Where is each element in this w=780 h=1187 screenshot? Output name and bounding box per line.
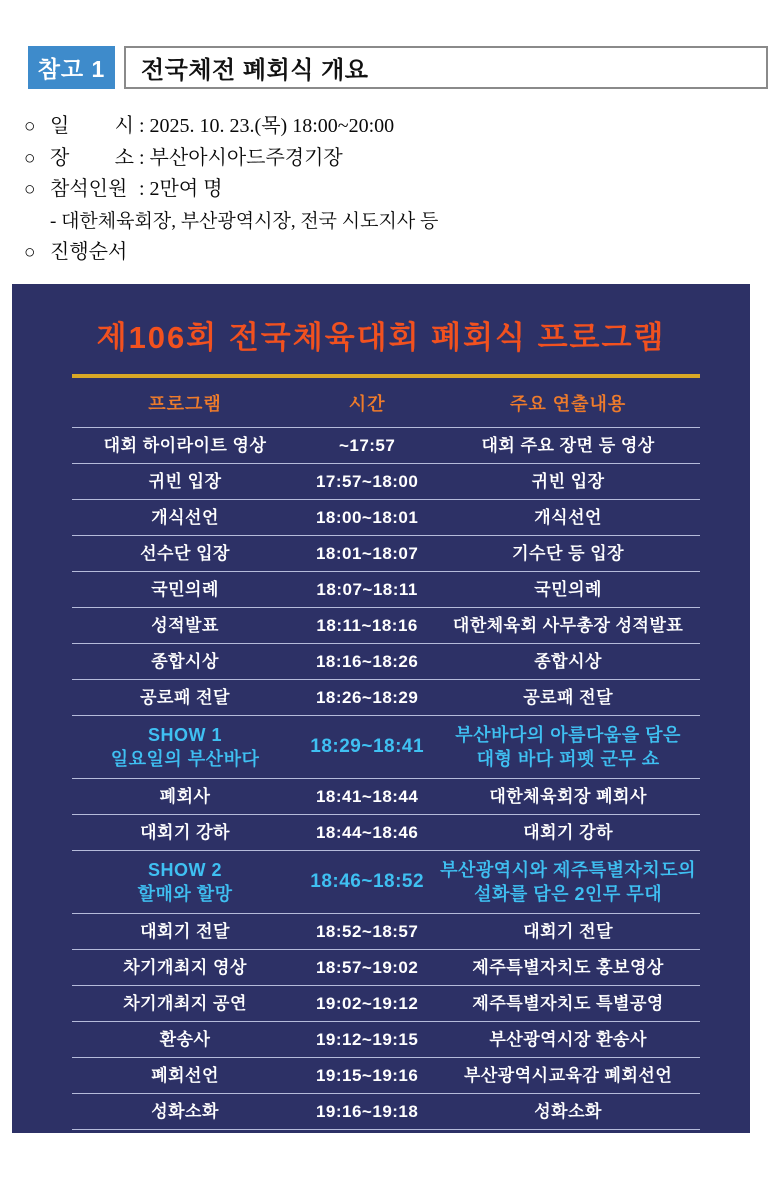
program-row <box>72 778 700 814</box>
program-cell-name: 종합시상 <box>151 651 219 671</box>
program-row <box>72 715 700 778</box>
overview-item-label: 일 시 <box>50 115 134 137</box>
program-cell-desc: 대회기 전달 <box>523 921 614 941</box>
program-cell-time: 17:57~18:00 <box>315 471 419 491</box>
program-table <box>72 374 700 1171</box>
program-row <box>72 949 700 985</box>
program-cell-name: SHOW 2 할매와 할망 <box>137 859 233 904</box>
program-cell-name: SHOW 1 일요일의 부산바다 <box>110 724 260 769</box>
program-row <box>72 1021 700 1057</box>
overview-item <box>24 111 768 143</box>
program-cell-time: ~17:57 <box>338 435 396 455</box>
program-row <box>72 571 700 607</box>
program-cell-name: 성적발표 <box>151 615 219 635</box>
program-row <box>72 679 700 715</box>
program-cell-time: 18:41~18:44 <box>315 786 419 806</box>
program-row <box>72 1057 700 1093</box>
table-body <box>72 427 700 1165</box>
bullet-marker: ○ <box>24 242 36 263</box>
program-panel <box>12 284 750 1157</box>
program-cell-desc: 제주특별자치도 특별공영 <box>472 993 664 1013</box>
program-row <box>72 463 700 499</box>
program-cell-name: 대회기 전달 <box>140 921 230 941</box>
program-cell-time: 18:44~18:46 <box>315 822 419 842</box>
program-cell-time: 18:07~18:11 <box>316 579 418 599</box>
program-cell-desc: 국민의례 <box>534 579 602 599</box>
program-cell-desc: 부산광역시와 제주특별자치도의 설화를 담은 2인무 무대 <box>440 859 697 904</box>
program-row <box>72 1093 700 1129</box>
table-header-row <box>72 378 700 427</box>
program-cell-desc: 공로패 전달 <box>523 687 614 707</box>
column-header-time: 시간 <box>348 393 386 414</box>
overview-item <box>24 237 768 269</box>
program-row <box>72 850 700 913</box>
program-row <box>72 427 700 463</box>
program-cell-time: 19:16~19:18 <box>315 1101 419 1121</box>
program-row <box>72 499 700 535</box>
program-cell-name: 개식선언 <box>151 507 219 527</box>
bullet-marker: ○ <box>24 179 36 200</box>
program-cell-time: 19:15~19:16 <box>315 1065 419 1085</box>
program-cell-desc: 부산바다의 아름다움을 담은 대형 바다 퍼펫 군무 쇼 <box>455 724 681 769</box>
program-cell-time: 18:16~18:26 <box>315 651 419 671</box>
program-cell-desc: 개식선언 <box>534 507 602 527</box>
program-cell-time: 18:46~18:52 <box>310 870 425 892</box>
program-cell-time: 18:11~18:16 <box>316 615 418 635</box>
program-cell-desc: 귀빈 입장 <box>531 471 605 491</box>
program-cell-name: 폐회사 <box>159 786 211 806</box>
overview-item-value: : 부산아시아드주경기장 <box>134 146 343 169</box>
bullet-marker: ○ <box>24 147 36 169</box>
program-cell-time: 19:02~19:12 <box>315 993 419 1013</box>
program-cell-time: 18:01~18:07 <box>315 543 419 563</box>
program-cell-desc: 대회 주요 장면 등 영상 <box>481 435 655 455</box>
program-cell-time: 18:52~18:57 <box>315 921 419 941</box>
page-title: 전국체전 폐회식 개요 <box>124 46 768 89</box>
program-row <box>72 607 700 643</box>
reference-badge: 참고 1 <box>28 46 115 89</box>
overview-item <box>24 143 768 175</box>
overview-sub-item: - 대한체육회장, 부산광역시장, 전국 시도지사 등 <box>50 210 439 232</box>
program-cell-desc: 성화소화 <box>534 1101 602 1121</box>
program-row <box>72 814 700 850</box>
program-row <box>72 643 700 679</box>
program-cell-time: 18:26~18:29 <box>315 687 419 707</box>
program-cell-name: 폐회선언 <box>151 1065 219 1085</box>
overview-item-label: 진행순서 <box>50 241 128 263</box>
program-cell-name: 대회기 강하 <box>140 822 230 842</box>
program-cell-time: 18:00~18:01 <box>315 507 419 527</box>
overview-item-label: 참석인원 <box>50 178 128 200</box>
program-cell-name: 환송사 <box>159 1029 211 1049</box>
program-cell-desc: 기수단 등 입장 <box>512 543 625 563</box>
program-row <box>72 1129 700 1165</box>
program-cell-desc: 대한체육회 사무총장 성적발표 <box>452 615 684 635</box>
program-cell-name: 귀빈 입장 <box>148 471 222 491</box>
program-title: 제106회 전국체육대회 폐회식 프로그램 <box>96 319 666 355</box>
table-bottom-rule <box>72 1167 700 1171</box>
overview-item-label: 장 소 <box>50 146 134 169</box>
document-header <box>28 46 768 89</box>
overview-item-value: : 2025. 10. 23.(목) 18:00~20:00 <box>134 115 395 137</box>
program-cell-desc: 부산광역시장 환송사 <box>489 1029 647 1049</box>
program-cell-name: 국민의례 <box>151 579 219 599</box>
program-cell-desc: 부산광역시교육감 폐회선언 <box>463 1065 673 1085</box>
program-cell-name: 성화소화 <box>151 1101 219 1121</box>
program-cell-time: 19:12~19:15 <box>315 1029 419 1049</box>
program-cell-name: 선수단 입장 <box>140 543 230 563</box>
column-header-program: 프로그램 <box>148 393 222 414</box>
overview-item-value: : 2만여 명 <box>134 178 223 200</box>
program-cell-desc: 대회기 강하 <box>523 822 614 842</box>
program-cell-desc: 대한체육회장 폐회사 <box>489 786 647 806</box>
program-cell-name: 차기개최지 영상 <box>123 957 247 977</box>
program-cell-time: 19:18~20:03 <box>315 1137 419 1157</box>
program-cell-desc: 인기 대중가수 축하콘서트 <box>469 1137 667 1157</box>
program-row <box>72 913 700 949</box>
program-cell-name: 대회 하이라이트 영상 <box>103 435 267 455</box>
program-cell-desc: 종합시상 <box>534 651 602 671</box>
program-cell-name: 차기개최지 공연 <box>123 993 247 1013</box>
program-cell-time: 18:57~19:02 <box>315 957 419 977</box>
program-row <box>72 985 700 1021</box>
program-row <box>72 535 700 571</box>
program-cell-time: 18:29~18:41 <box>310 735 425 757</box>
bullet-marker: ○ <box>24 116 36 137</box>
program-cell-name: 공로패 전달 <box>140 687 230 707</box>
program-cell-desc: 제주특별자치도 홍보영상 <box>472 957 664 977</box>
overview-item <box>24 174 768 206</box>
column-header-contents: 주요 연출내용 <box>509 393 627 414</box>
program-cell-name: 축하공연 <box>151 1137 219 1157</box>
overview-list <box>24 111 768 269</box>
